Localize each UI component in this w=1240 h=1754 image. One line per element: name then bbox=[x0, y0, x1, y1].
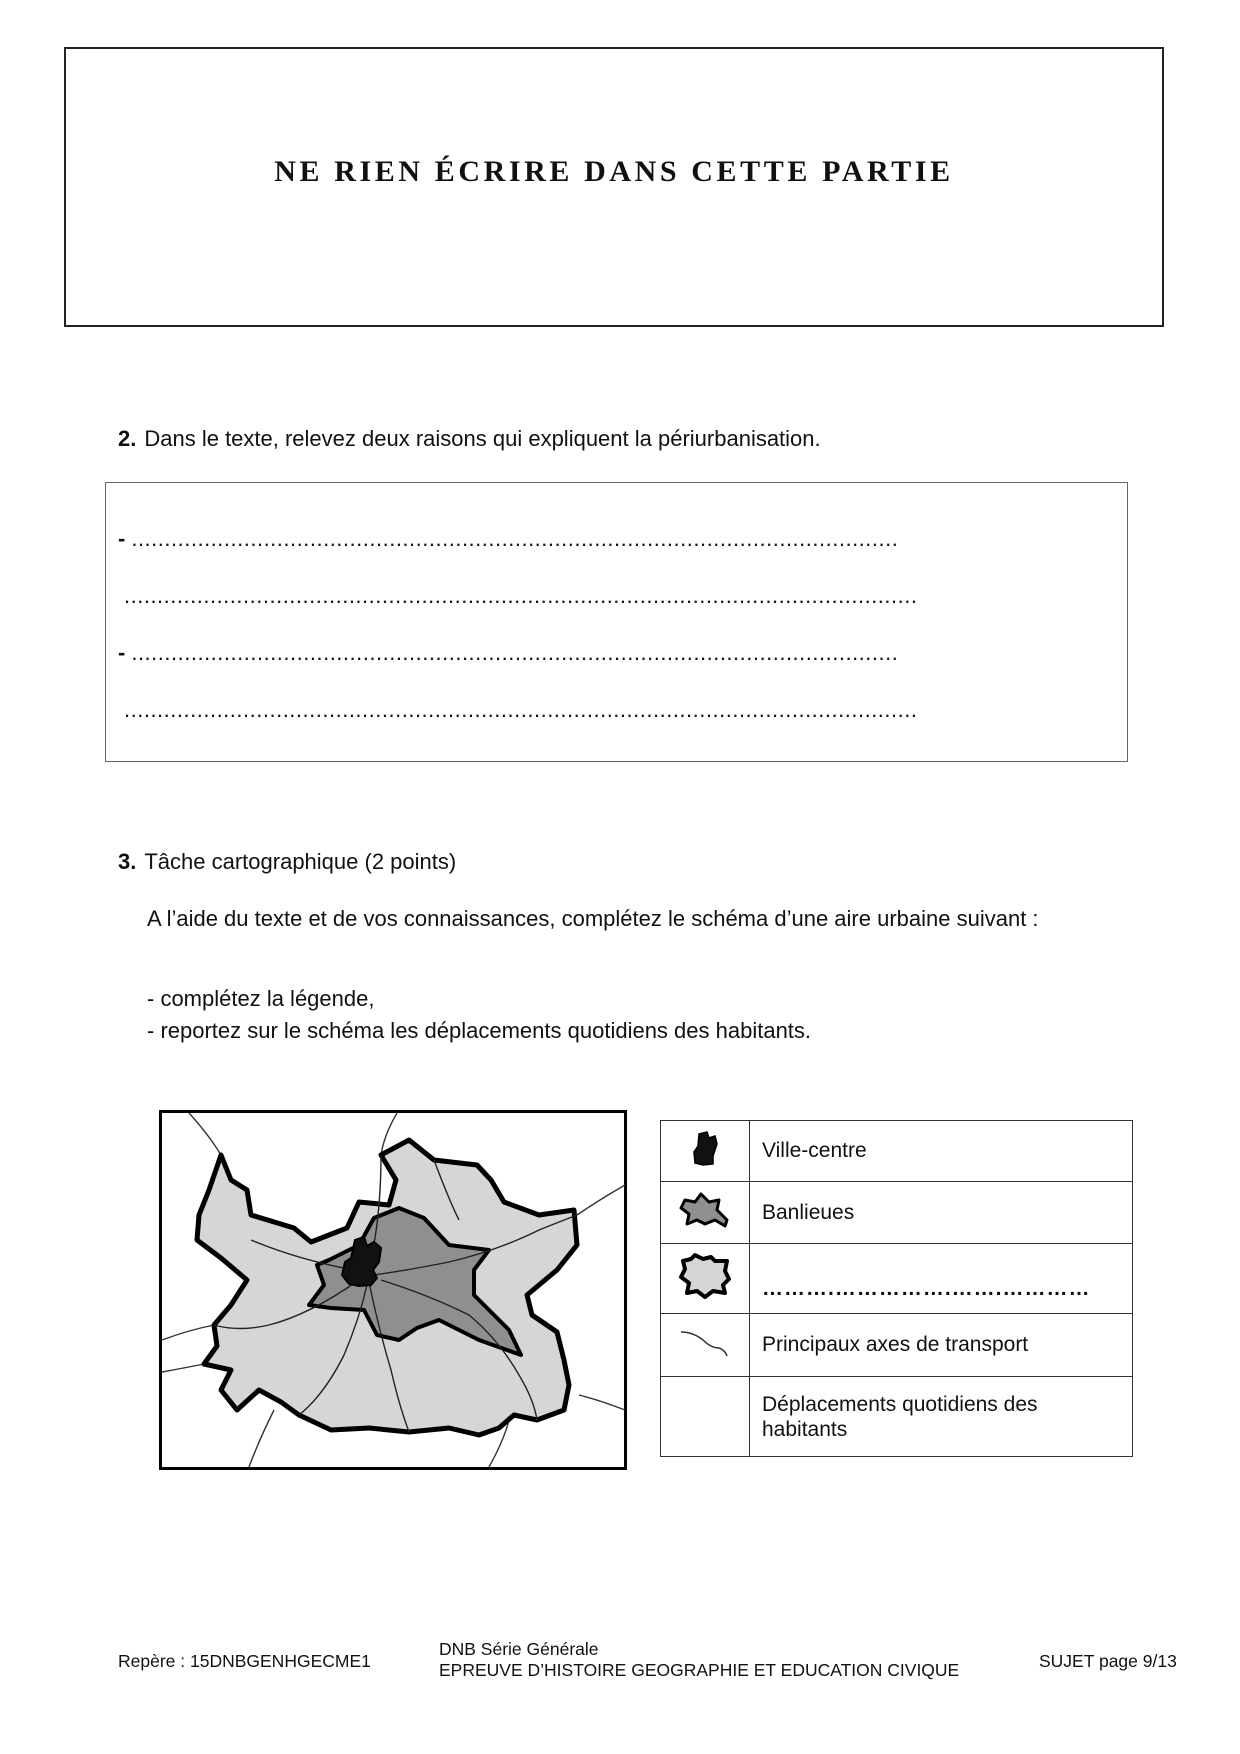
question-2-text: Dans le texte, relevez deux raisons qui expliquent la périurbanisation. bbox=[144, 426, 821, 451]
footer-page-number: SUJET page 9/13 bbox=[1039, 1651, 1177, 1671]
footer-exam-line-2: EPREUVE D’HISTOIRE GEOGRAPHIE ET EDUCATION CIVIQUE bbox=[439, 1660, 960, 1680]
question-3-title: Tâche cartographique (2 points) bbox=[144, 849, 457, 874]
legend-label-axes: Principaux axes de transport bbox=[750, 1314, 1133, 1377]
legend-row-banlieues bbox=[661, 1182, 1133, 1244]
black-blob-icon bbox=[685, 1128, 725, 1168]
schema-legend bbox=[660, 1120, 1133, 1457]
legend-symbol-cell bbox=[661, 1121, 750, 1182]
road-line-icon bbox=[675, 1324, 735, 1360]
legend-row-axes bbox=[661, 1314, 1133, 1377]
legend-symbol-cell bbox=[661, 1314, 750, 1377]
legend-label-deplacements: Déplacements quotidiens des habitants bbox=[750, 1377, 1133, 1457]
footer-reference: Repère : 15DNBGENHGECME1 bbox=[118, 1651, 371, 1671]
legend-label-ville-centre: Ville-centre bbox=[750, 1121, 1133, 1182]
answer-line-2[interactable]: ........................................................................................................................ bbox=[124, 583, 918, 608]
question-3 bbox=[118, 848, 456, 876]
answer-box-q2[interactable] bbox=[105, 482, 1128, 762]
question-2-number: 2. bbox=[118, 426, 137, 451]
legend-empty-symbol-cell[interactable] bbox=[661, 1377, 750, 1457]
light-grey-blob-icon bbox=[675, 1251, 735, 1301]
legend-blank-label[interactable]: ……….…………….…….………… bbox=[750, 1244, 1133, 1314]
bullet-2: - reportez sur le schéma les déplacements quotidiens des habitants. bbox=[147, 1018, 812, 1043]
legend-symbol-cell bbox=[661, 1244, 750, 1314]
legend-row-ville-centre bbox=[661, 1121, 1133, 1182]
answer-line-3[interactable]: - .................................................................................................................... bbox=[118, 640, 899, 665]
footer-exam-line-1: DNB Série Générale bbox=[439, 1639, 599, 1659]
legend-row-deplacements[interactable] bbox=[661, 1377, 1133, 1457]
legend-symbol-cell bbox=[661, 1182, 750, 1244]
question-3-instruction: A l’aide du texte et de vos connaissances, complétez le schéma d’une aire urbaine suivant : bbox=[147, 906, 1039, 931]
answer-line-1[interactable]: - .................................................................................................................... bbox=[118, 526, 899, 551]
dark-grey-blob-icon bbox=[677, 1188, 733, 1232]
legend-row-blank[interactable] bbox=[661, 1244, 1133, 1314]
question-2 bbox=[118, 425, 821, 453]
answer-line-4[interactable]: ........................................................................................................................ bbox=[124, 697, 918, 722]
question-3-number: 3. bbox=[118, 849, 137, 874]
no-write-notice: NE RIEN ÉCRIRE DANS CETTE PARTIE bbox=[274, 155, 954, 188]
bullet-1: - complétez la légende, bbox=[147, 986, 375, 1011]
urban-area-schema[interactable] bbox=[159, 1110, 627, 1470]
legend-label-banlieues: Banlieues bbox=[750, 1182, 1133, 1244]
